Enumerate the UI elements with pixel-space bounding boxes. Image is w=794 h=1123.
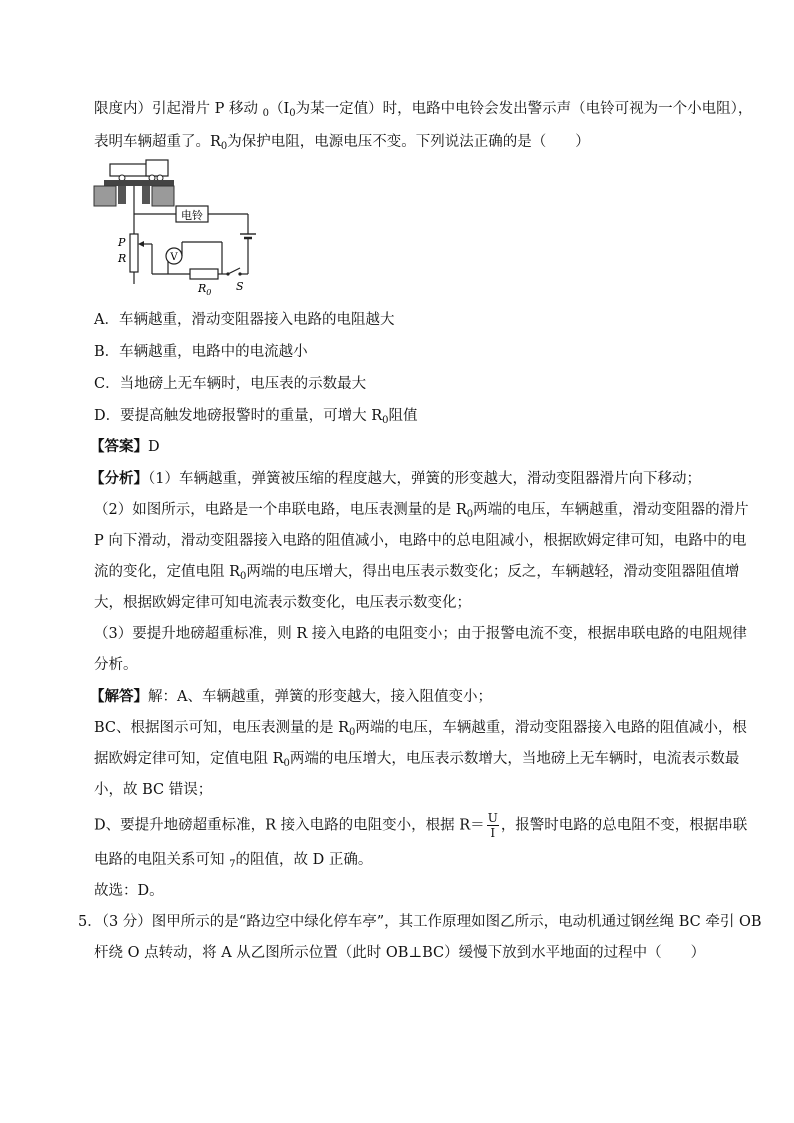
subscript: 0 bbox=[289, 108, 296, 119]
analysis-line-4 bbox=[94, 562, 739, 587]
intro-text: 表明车辆超重了。R bbox=[94, 134, 221, 150]
label-p: P bbox=[118, 236, 126, 249]
option-text: D．要提高触发地磅报警时的重量，可增大 R bbox=[94, 408, 383, 424]
solution-line-3 bbox=[94, 749, 739, 774]
label-r0: $R_0$ bbox=[198, 282, 212, 297]
spring-right bbox=[142, 186, 150, 204]
subscript: 7 bbox=[229, 859, 236, 870]
ground-block-right bbox=[152, 186, 174, 206]
analysis-text: 两端的电压，车辆越重，滑动变阻器的滑片 bbox=[473, 502, 749, 518]
subscript: 0 bbox=[283, 758, 290, 769]
rheostat bbox=[130, 234, 138, 272]
subscript: 0 bbox=[220, 141, 228, 152]
subscript: 0 bbox=[349, 727, 356, 738]
analysis-line-7: 分析。 bbox=[94, 657, 138, 673]
intro-text: （I bbox=[268, 101, 290, 117]
label-r: R bbox=[118, 252, 127, 265]
analysis-line-1 bbox=[90, 469, 701, 489]
resistor-r0 bbox=[190, 269, 218, 279]
fraction-u-over-i: $\frac{U}{I}$ bbox=[487, 811, 498, 840]
solution-text: 据欧姆定律可知，定值电阻 R bbox=[94, 751, 284, 767]
analysis-text: （2）如图所示，电路是一个串联电路，电压表测量的是 R bbox=[94, 502, 467, 518]
analysis-text: 流的变化，定值电阻 R bbox=[94, 564, 241, 580]
analysis-line-3: P 向下滑动，滑动变阻器接入电路的阻值减小，电路中的总电阻减小，根据欧姆定律可知，电路中的电 bbox=[94, 533, 747, 549]
bell-label: 电铃 bbox=[181, 209, 203, 222]
question-5-line-2: 杆绕 O 点转动，将 A 从乙图所示位置（此时 OB⊥BC）缓慢下放到水平地面的过程中（ ） bbox=[94, 945, 706, 961]
scale-platform bbox=[104, 180, 174, 186]
solution-tag: 【解答】 bbox=[90, 688, 148, 705]
analysis-text: 两端的电压增大，得出电压表示数变化；反之，车辆越轻，滑动变阻器阻值增 bbox=[246, 564, 740, 580]
solution-text: ，报警时电路的总电阻不变，根据串联 bbox=[500, 817, 748, 834]
label-s: S bbox=[236, 280, 244, 293]
solution-text: 电路的电阻关系可知 bbox=[94, 852, 230, 868]
option-d bbox=[94, 406, 418, 431]
solution-text: 两端的电压增大，电压表示数增大，当地磅上无车辆时，电流表示数最 bbox=[289, 751, 740, 767]
intro-text: 限度内）引起滑片 P 移动 bbox=[94, 101, 263, 117]
intro-line-2 bbox=[94, 132, 590, 157]
solution-text: 两端的电压，车辆越重，滑动变阻器接入电路的阻值减小，根 bbox=[355, 720, 747, 736]
subscript: 0 bbox=[466, 509, 474, 520]
intro-text: 为某一定值）时，电路中电铃会发出警示声（电铃可视为一个小电阻）， bbox=[295, 101, 753, 117]
solution-line-6 bbox=[94, 850, 372, 875]
analysis-text: （1）车辆越重，弹簧被压缩的程度越大，弹簧的形变越大，滑动变阻器滑片向下移动； bbox=[148, 471, 701, 487]
subscript: 0 bbox=[382, 415, 389, 426]
subscript: 0 bbox=[240, 571, 247, 582]
solution-line-2 bbox=[94, 718, 747, 743]
ground-block-left bbox=[94, 186, 116, 206]
solution-text: BC、根据图示可知，电压表测量的是 R bbox=[94, 720, 350, 736]
slider-arrow bbox=[138, 241, 144, 247]
circuit-diagram bbox=[90, 158, 270, 298]
solution-text: D、要提升地磅超重标准，R 接入电路的电阻变小，根据 R＝ bbox=[94, 817, 485, 834]
analysis-line-6: （3）要提升地磅超重标准，则 R 接入电路的电阻变小；由于报警电流不变，根据串联电路的电阻规律 bbox=[94, 626, 747, 642]
solution-conclusion: 故选：D。 bbox=[94, 883, 164, 899]
spring-left bbox=[118, 186, 126, 204]
solution-text: 的阻值，故 D 正确。 bbox=[235, 852, 373, 868]
voltmeter-label: V bbox=[170, 252, 178, 263]
solution-line-5 bbox=[94, 811, 747, 840]
solution-line-1 bbox=[90, 687, 492, 707]
intro-line-1 bbox=[94, 99, 752, 124]
answer-value: D bbox=[148, 439, 160, 455]
analysis-tag: 【分析】 bbox=[90, 470, 148, 487]
option-a: A．车辆越重，滑动变阻器接入电路的电阻越大 bbox=[94, 312, 395, 328]
intro-text: 为保护电阻，电源电压不变。下列说法正确的是（ ） bbox=[227, 134, 590, 150]
solution-text: 解：A、车辆越重，弹簧的形变越大，接入阻值变小； bbox=[148, 689, 492, 705]
switch-s bbox=[228, 268, 240, 274]
option-c: C．当地磅上无车辆时，电压表的示数最大 bbox=[94, 376, 367, 392]
truck-cab bbox=[146, 160, 168, 176]
solution-line-4: 小，故 BC 错误； bbox=[94, 782, 213, 798]
answer-line bbox=[90, 437, 160, 457]
analysis-line-2 bbox=[94, 500, 749, 525]
answer-tag: 【答案】 bbox=[90, 438, 148, 455]
analysis-line-5: 大，根据欧姆定律可知电流表示数变化，电压表示数变化； bbox=[94, 595, 471, 611]
option-text: 阻值 bbox=[388, 408, 418, 424]
subscript: 0 bbox=[262, 108, 269, 119]
option-b: B．车辆越重，电路中的电流越小 bbox=[94, 344, 308, 360]
question-5-line-1: 5．（3 分）图甲所示的是“路边空中绿化停车亭”，其工作原理如图乙所示，电动机通过钢丝绳 BC 牵引 OB bbox=[78, 914, 762, 930]
